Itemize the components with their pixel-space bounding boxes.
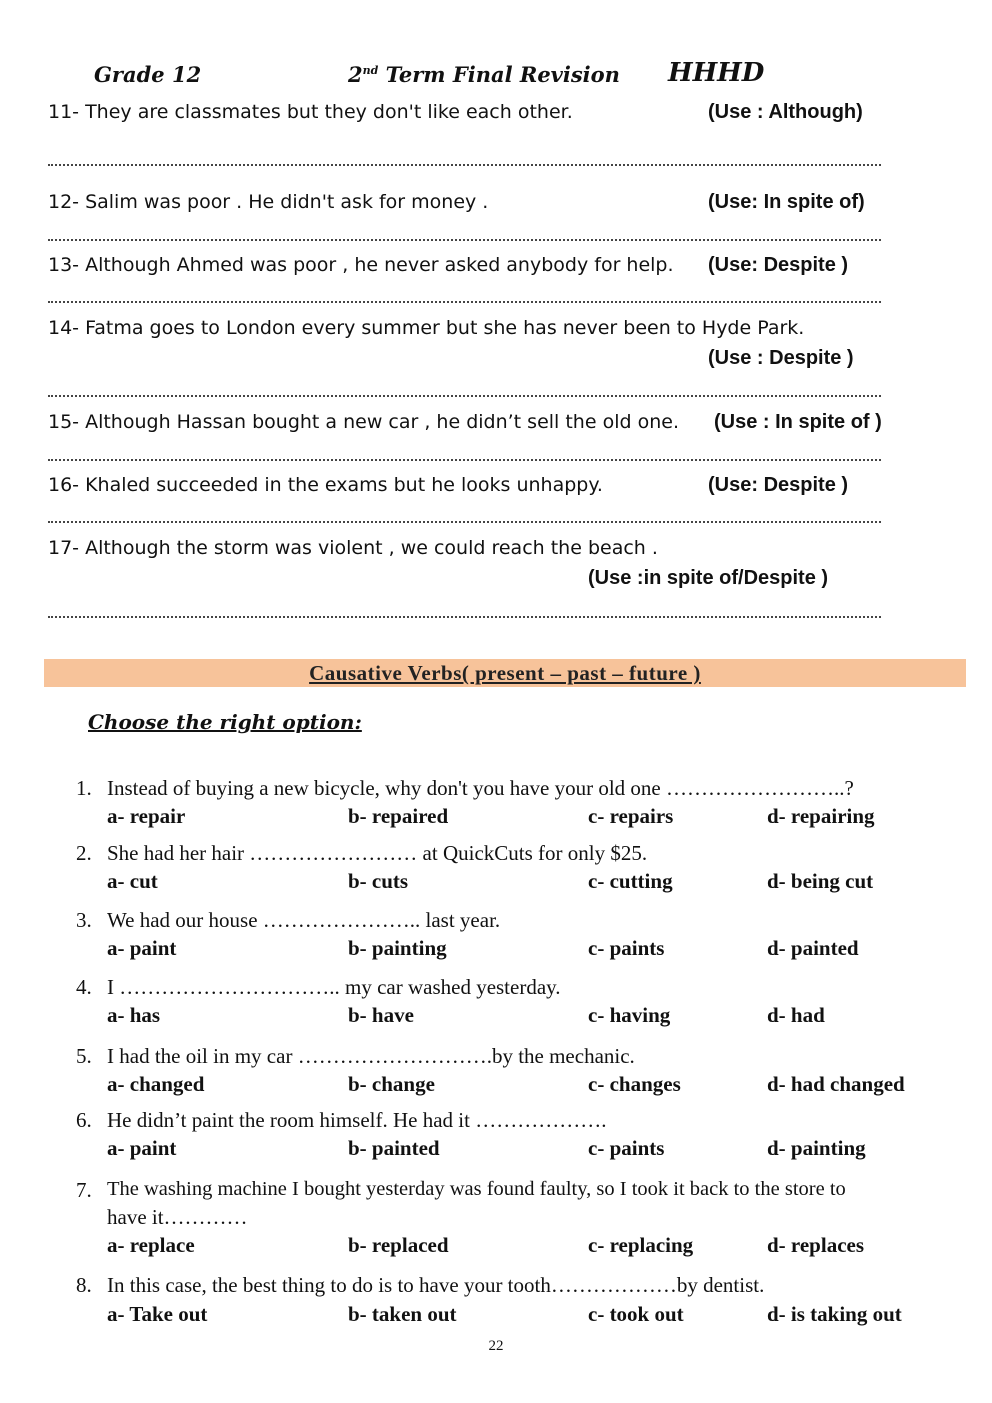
option-6b[interactable]: b- painted — [348, 1136, 440, 1160]
option-7c[interactable]: c- replacing — [588, 1233, 694, 1257]
section-title: Causative Verbs( present – past – future ) — [309, 661, 701, 685]
option-6a[interactable]: a- paint — [107, 1136, 177, 1160]
option-2d[interactable]: d- being cut — [767, 869, 874, 893]
question-text-8: In this case, the best thing to do is to have your tooth………………by dentist. — [107, 1273, 765, 1297]
option-4b[interactable]: b- have — [348, 1003, 414, 1027]
option-2a[interactable]: a- cut — [107, 869, 158, 893]
rewrite-hint-11: (Use : Although) — [708, 101, 863, 123]
rewrite-hint-17: (Use :in spite of/Despite ) — [588, 567, 829, 589]
option-7b[interactable]: b- replaced — [348, 1233, 449, 1257]
option-8d[interactable]: d- is taking out — [767, 1302, 902, 1326]
rewrite-hint-14: (Use : Despite ) — [708, 347, 854, 369]
header-term-num: 2 — [348, 62, 363, 87]
answer-line-12[interactable] — [48, 239, 881, 241]
rewrite-sentence-15: 15- Although Hassan bought a new car , he didn’t sell the old one. — [48, 411, 679, 433]
option-6d[interactable]: d- painting — [767, 1136, 866, 1160]
option-7d[interactable]: d- replaces — [767, 1233, 865, 1257]
question-num-2: 2. — [76, 841, 92, 865]
option-8a[interactable]: a- Take out — [107, 1302, 208, 1326]
header-term-sup: nd — [362, 64, 379, 77]
rewrite-sentence-11: 11- They are classmates but they don't like each other. — [48, 101, 573, 123]
option-3a[interactable]: a- paint — [107, 936, 177, 960]
question-text-6: He didn’t paint the room himself. He had it ………………. — [107, 1108, 607, 1132]
question-num-4: 4. — [76, 975, 92, 999]
option-3c[interactable]: c- paints — [588, 936, 665, 960]
option-3d[interactable]: d- painted — [767, 936, 859, 960]
option-5d[interactable]: d- had changed — [767, 1072, 905, 1096]
question-text-2: She had her hair …………………… at QuickCuts for only $25. — [107, 841, 648, 865]
question-text-7: The washing machine I bought yesterday was found faulty, so I took it back to the store to — [107, 1178, 846, 1200]
page-number: 22 — [488, 1338, 504, 1354]
rewrite-sentence-13: 13- Although Ahmed was poor , he never asked anybody for help. — [48, 254, 674, 276]
option-2c[interactable]: c- cutting — [588, 869, 673, 893]
option-1a[interactable]: a- repair — [107, 804, 186, 828]
option-4d[interactable]: d- had — [767, 1003, 825, 1027]
option-5a[interactable]: a- changed — [107, 1072, 205, 1096]
section-banner — [44, 659, 966, 687]
option-1c[interactable]: c- repairs — [588, 804, 674, 828]
question-num-3: 3. — [76, 908, 92, 932]
answer-line-16[interactable] — [48, 521, 881, 523]
question-text-4: I ………………………….. my car washed yesterday. — [107, 975, 561, 999]
rewrite-sentence-12: 12- Salim was poor . He didn't ask for money . — [48, 191, 489, 213]
question-text-3: We had our house ………………….. last year. — [107, 908, 501, 932]
rewrite-hint-13: (Use: Despite ) — [708, 254, 849, 276]
question-num-6: 6. — [76, 1108, 92, 1132]
option-5c[interactable]: c- changes — [588, 1072, 681, 1096]
header-term-title: Term Final Revision — [385, 62, 620, 87]
rewrite-sentence-16: 16- Khaled succeeded in the exams but he looks unhappy. — [48, 474, 603, 496]
header-grade: Grade 12 — [94, 62, 202, 87]
option-1b[interactable]: b- repaired — [348, 804, 449, 828]
question-text-1: Instead of buying a new bicycle, why don't you have your old one ……………………..? — [107, 776, 854, 800]
question-text-7-cont: have it………… — [107, 1205, 248, 1229]
option-1d[interactable]: d- repairing — [767, 804, 875, 828]
option-7a[interactable]: a- replace — [107, 1233, 195, 1257]
option-4a[interactable]: a- has — [107, 1003, 161, 1027]
option-8b[interactable]: b- taken out — [348, 1302, 457, 1326]
answer-line-14[interactable] — [48, 395, 881, 397]
option-2b[interactable]: b- cuts — [348, 869, 409, 893]
question-text-5: I had the oil in my car ……………………….by the mechanic. — [107, 1044, 635, 1068]
rewrite-sentence-17: 17- Although the storm was violent , we could reach the beach . — [48, 537, 658, 559]
option-6c[interactable]: c- paints — [588, 1136, 665, 1160]
question-num-7: 7. — [76, 1178, 92, 1202]
header-term — [348, 62, 620, 87]
header-school: HHHD — [668, 58, 765, 88]
rewrite-hint-15: (Use : In spite of ) — [714, 411, 882, 433]
question-num-8: 8. — [76, 1273, 92, 1297]
question-num-5: 5. — [76, 1044, 92, 1068]
answer-line-17[interactable] — [48, 616, 881, 618]
question-num-1: 1. — [76, 776, 92, 800]
answer-line-11[interactable] — [48, 164, 881, 166]
option-3b[interactable]: b- painting — [348, 936, 447, 960]
option-8c[interactable]: c- took out — [588, 1302, 684, 1326]
instruction: Choose the right option: — [88, 710, 362, 734]
rewrite-sentence-14: 14- Fatma goes to London every summer but she has never been to Hyde Park. — [48, 317, 805, 339]
option-4c[interactable]: c- having — [588, 1003, 671, 1027]
rewrite-hint-16: (Use: Despite ) — [708, 474, 849, 496]
rewrite-hint-12: (Use: In spite of) — [708, 191, 865, 213]
answer-line-15[interactable] — [48, 459, 881, 461]
option-5b[interactable]: b- change — [348, 1072, 435, 1096]
answer-line-13[interactable] — [48, 301, 881, 303]
